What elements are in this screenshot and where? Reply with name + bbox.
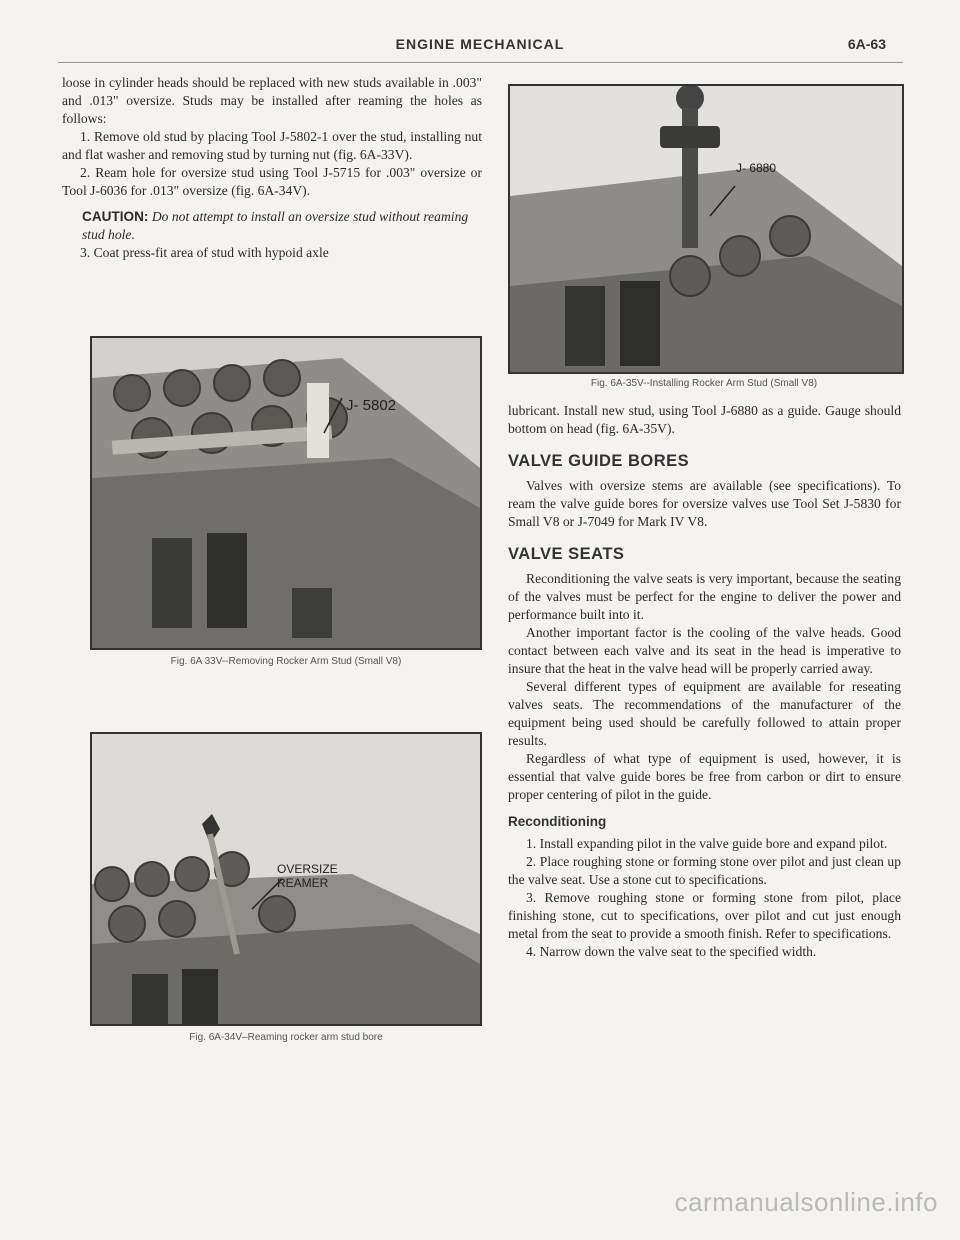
paragraph: Valves with oversize stems are available (see specifications). To ream the valve guide bores for oversize valves use Tool Set J-5830 for Small V8 or J-7049 for Mark IV V8.	[508, 478, 901, 529]
recond-step-1: 1. Install expanding pilot in the valve guide bore and expand pilot.	[526, 836, 888, 851]
recond-step-3: 3. Remove roughing stone or forming stone from pilot, place finishing stone, cut to specifications, over pilot and cut just enough metal from the seat to provide a smooth finish. Refer to specifications.	[508, 890, 901, 941]
paragraph: Several different types of equipment are available for reseating valves seats. The recommendations of the manufacturer of the equipment being used should be carefully followed to attain proper results.	[508, 679, 901, 748]
step-3: 3. Coat press-fit area of stud with hypoid axle	[80, 245, 329, 260]
caution-label: CAUTION:	[82, 209, 149, 224]
recond-step-2: 2. Place roughing stone or forming stone over pilot and just clean up the valve seat. Use a stone cut to specifications.	[508, 854, 901, 887]
paragraph: Regardless of what type of equipment is used, however, it is essential that valve guide bores be free from carbon or dirt to ensure proper centering of pilot in the guide.	[508, 751, 901, 802]
right-column-text	[508, 402, 901, 961]
figure-6a-33v-photo	[90, 336, 482, 650]
section-heading-valve-guide-bores: VALVE GUIDE BORES	[508, 452, 690, 470]
paragraph: Another important factor is the cooling of the valve heads. Good contact between each valve and its seat in the head is imperative to insure that the heat in the valve head will be properly carried away.	[508, 625, 901, 676]
header-divider	[58, 62, 903, 63]
page-header-title: ENGINE MECHANICAL	[395, 36, 565, 52]
caution-text: Do not attempt to install an oversize stud without reaming stud hole.	[82, 209, 469, 242]
callout-j6880: J- 6880	[736, 161, 777, 175]
callout-j5802: J- 5802	[346, 397, 397, 414]
paragraph: loose in cylinder heads should be replaced with new studs available in .003" and .013" oversize. Studs may be installed after reaming the holes as follows:	[62, 75, 482, 126]
left-column-text	[62, 74, 482, 262]
step-2: 2. Ream hole for oversize stud using Tool J-5715 for .003" oversize or Tool J-6036 for .013" oversize (fig. 6A-34V).	[62, 165, 482, 198]
watermark-text: carmanualsonline.info	[674, 1187, 938, 1217]
figure-6a-35v-photo	[508, 84, 904, 374]
section-heading-valve-seats: VALVE SEATS	[508, 545, 625, 563]
step-1: 1. Remove old stud by placing Tool J-5802-1 over the stud, installing nut and flat washer and removing stud by turning nut (fig. 6A-33V).	[62, 129, 482, 162]
callout-line: REAMER	[277, 876, 329, 890]
figure-caption: Fig. 6A 33V--Removing Rocker Arm Stud (Small V8)	[170, 656, 402, 667]
callout-line: OVERSIZE	[277, 862, 338, 876]
paragraph: Reconditioning the valve seats is very important, because the seating of the valves must be perfect for the engine to deliver the power and performance built into it.	[508, 571, 901, 622]
recond-step-4: 4. Narrow down the valve seat to the specified width.	[526, 944, 817, 959]
callout-oversize-reamer	[277, 862, 338, 890]
caution-note	[82, 208, 482, 244]
figure-caption: Fig. 6A-35V--Installing Rocker Arm Stud (Small V8)	[590, 378, 818, 389]
page-number: 6A-63	[847, 36, 886, 52]
subheading-reconditioning: Reconditioning	[508, 814, 607, 829]
paragraph: lubricant. Install new stud, using Tool J-6880 as a guide. Gauge should bottom on head (fig. 6A-35V).	[508, 403, 901, 436]
figure-caption: Fig. 6A-34V–Reaming rocker arm stud bore	[189, 1032, 383, 1043]
